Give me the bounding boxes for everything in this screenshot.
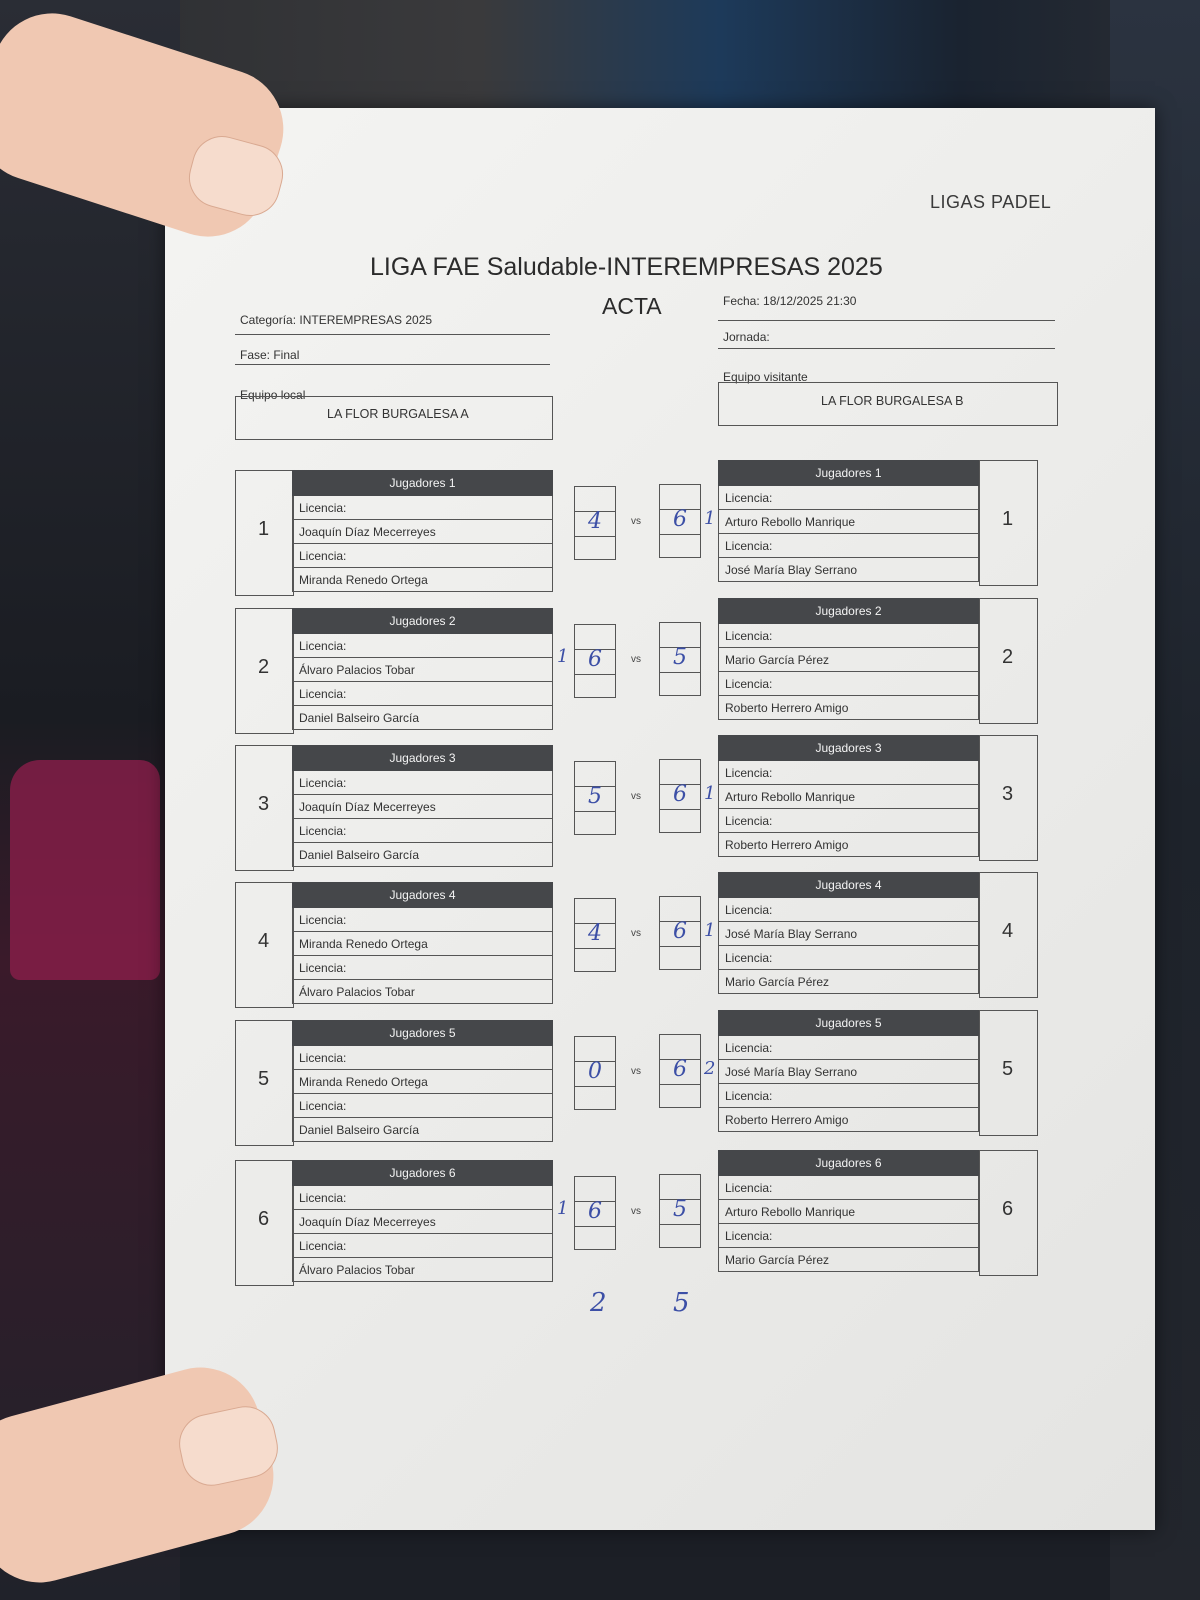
visit-score: 6 xyxy=(673,507,687,532)
local-pair-block xyxy=(235,745,553,871)
divider xyxy=(235,364,550,365)
local-score: 5 xyxy=(588,784,602,809)
local-score: 4 xyxy=(588,921,602,946)
players-header: Jugadores 5 xyxy=(718,1010,979,1036)
local-players-table xyxy=(292,882,553,1004)
player-name: Joaquín Díaz Mecerreyes xyxy=(292,795,553,819)
page-title: LIGA FAE Saludable-INTEREMPRESAS 2025 xyxy=(370,253,883,281)
local-score: 4 xyxy=(588,509,602,534)
licencia-field: Licencia: xyxy=(292,771,553,795)
fase-field: Fase: Final xyxy=(240,348,300,362)
match-number: 2 xyxy=(257,656,270,678)
visit-win-mark: 1 xyxy=(704,783,716,804)
local-win-mark: 1 xyxy=(557,1198,569,1219)
visit-score-box xyxy=(659,759,701,833)
visit-score: 5 xyxy=(673,1197,687,1222)
player-name: Álvaro Palacios Tobar xyxy=(292,980,553,1004)
equipo-visitante-name: LA FLOR BURGALESA B xyxy=(821,394,964,408)
player-name: Roberto Herrero Amigo xyxy=(718,833,979,857)
player-name: Arturo Rebollo Manrique xyxy=(718,1200,979,1224)
licencia-field: Licencia: xyxy=(292,1234,553,1258)
players-header: Jugadores 4 xyxy=(292,882,553,908)
visit-pair-block xyxy=(718,872,1036,998)
player-name: Daniel Balseiro García xyxy=(292,1118,553,1142)
acta-sheet xyxy=(165,108,1155,1530)
licencia-field: Licencia: xyxy=(292,908,553,932)
fecha-field: Fecha: 18/12/2025 21:30 xyxy=(723,294,857,308)
local-score-box xyxy=(574,898,616,972)
divider xyxy=(718,348,1055,349)
licencia-field: Licencia: xyxy=(718,624,979,648)
match-number: 3 xyxy=(1001,783,1014,805)
licencia-field: Licencia: xyxy=(718,898,979,922)
vs-label: vs xyxy=(631,928,641,939)
equipo-visitante-label: Equipo visitante xyxy=(723,370,808,384)
player-name: Álvaro Palacios Tobar xyxy=(292,658,553,682)
licencia-field: Licencia: xyxy=(292,1046,553,1070)
licencia-field: Licencia: xyxy=(292,819,553,843)
visit-players-table xyxy=(718,460,979,582)
local-score-box xyxy=(574,486,616,560)
local-score: 6 xyxy=(588,1199,602,1224)
licencia-field: Licencia: xyxy=(718,534,979,558)
local-score-box xyxy=(574,624,616,698)
licencia-field: Licencia: xyxy=(718,1084,979,1108)
divider xyxy=(235,334,550,335)
visit-win-mark: 1 xyxy=(704,508,716,529)
local-pair-block xyxy=(235,1020,553,1146)
match-number: 6 xyxy=(1001,1198,1014,1220)
licencia-field: Licencia: xyxy=(292,544,553,568)
visit-pair-block xyxy=(718,735,1036,861)
player-name: Mario García Pérez xyxy=(718,1248,979,1272)
local-players-table xyxy=(292,470,553,592)
licencia-field: Licencia: xyxy=(292,496,553,520)
match-number: 5 xyxy=(257,1068,270,1090)
players-header: Jugadores 6 xyxy=(718,1150,979,1176)
players-header: Jugadores 3 xyxy=(292,745,553,771)
brand-label: LIGAS PADEL xyxy=(930,192,1052,212)
match-number: 1 xyxy=(257,518,270,540)
players-header: Jugadores 1 xyxy=(292,470,553,496)
licencia-field: Licencia: xyxy=(718,1036,979,1060)
player-name: Roberto Herrero Amigo xyxy=(718,696,979,720)
visit-players-table xyxy=(718,1150,979,1272)
visit-players-table xyxy=(718,598,979,720)
player-name: José María Blay Serrano xyxy=(718,558,979,582)
player-name: Miranda Renedo Ortega xyxy=(292,568,553,592)
player-name: Joaquín Díaz Mecerreyes xyxy=(292,1210,553,1234)
players-header: Jugadores 2 xyxy=(718,598,979,624)
player-name: Mario García Pérez xyxy=(718,970,979,994)
player-name: Arturo Rebollo Manrique xyxy=(718,785,979,809)
total-visitante: 5 xyxy=(673,1288,690,1318)
local-players-table xyxy=(292,1160,553,1282)
visit-score-box xyxy=(659,896,701,970)
vs-label: vs xyxy=(631,654,641,665)
licencia-field: Licencia: xyxy=(718,761,979,785)
visit-players-table xyxy=(718,1010,979,1132)
visit-score: 6 xyxy=(673,1057,687,1082)
vs-label: vs xyxy=(631,791,641,802)
player-name: Arturo Rebollo Manrique xyxy=(718,510,979,534)
divider xyxy=(718,320,1055,321)
total-local: 2 xyxy=(590,1288,607,1318)
equipo-local-name: LA FLOR BURGALESA A xyxy=(327,407,469,421)
visit-score-box xyxy=(659,1174,701,1248)
licencia-field: Licencia: xyxy=(718,1224,979,1248)
player-name: Daniel Balseiro García xyxy=(292,843,553,867)
local-score: 0 xyxy=(588,1059,602,1084)
local-pair-block xyxy=(235,882,553,1008)
licencia-field: Licencia: xyxy=(718,672,979,696)
vs-label: vs xyxy=(631,1206,641,1217)
visit-win-mark: 2 xyxy=(704,1058,716,1079)
jornada-field: Jornada: xyxy=(723,330,770,344)
players-header: Jugadores 1 xyxy=(718,460,979,486)
local-score-box xyxy=(574,1036,616,1110)
player-name: Roberto Herrero Amigo xyxy=(718,1108,979,1132)
licencia-field: Licencia: xyxy=(718,486,979,510)
players-header: Jugadores 5 xyxy=(292,1020,553,1046)
categoria-field: Categoría: INTEREMPRESAS 2025 xyxy=(240,313,433,327)
vs-label: vs xyxy=(631,516,641,527)
players-header: Jugadores 6 xyxy=(292,1160,553,1186)
match-number: 3 xyxy=(257,793,270,815)
local-win-mark: 1 xyxy=(557,646,569,667)
licencia-field: Licencia: xyxy=(292,956,553,980)
players-header: Jugadores 3 xyxy=(718,735,979,761)
visit-pair-block xyxy=(718,460,1036,586)
local-players-table xyxy=(292,1020,553,1142)
local-score-box xyxy=(574,1176,616,1250)
vs-label: vs xyxy=(631,1066,641,1077)
local-score-box xyxy=(574,761,616,835)
visit-score-box xyxy=(659,622,701,696)
local-pair-block xyxy=(235,608,553,734)
visit-win-mark: 1 xyxy=(704,920,716,941)
player-name: José María Blay Serrano xyxy=(718,1060,979,1084)
local-players-table xyxy=(292,608,553,730)
visit-pair-block xyxy=(718,1150,1036,1276)
licencia-field: Licencia: xyxy=(292,1186,553,1210)
match-number: 4 xyxy=(257,930,270,952)
visit-players-table xyxy=(718,735,979,857)
local-pair-block xyxy=(235,1160,553,1286)
match-number: 4 xyxy=(1001,920,1014,942)
player-name: Mario García Pérez xyxy=(718,648,979,672)
licencia-field: Licencia: xyxy=(718,946,979,970)
equipo-local-label: Equipo local xyxy=(240,388,306,402)
visit-pair-block xyxy=(718,1010,1036,1136)
licencia-field: Licencia: xyxy=(292,1094,553,1118)
licencia-field: Licencia: xyxy=(292,682,553,706)
player-name: José María Blay Serrano xyxy=(718,922,979,946)
licencia-field: Licencia: xyxy=(292,634,553,658)
player-name: Álvaro Palacios Tobar xyxy=(292,1258,553,1282)
match-number: 5 xyxy=(1001,1058,1014,1080)
visit-score: 6 xyxy=(673,782,687,807)
local-pair-block xyxy=(235,470,553,596)
players-header: Jugadores 2 xyxy=(292,608,553,634)
match-number: 6 xyxy=(257,1208,270,1230)
player-name: Miranda Renedo Ortega xyxy=(292,1070,553,1094)
match-number: 1 xyxy=(1001,508,1014,530)
local-players-table xyxy=(292,745,553,867)
visit-score-box xyxy=(659,1034,701,1108)
player-name: Daniel Balseiro García xyxy=(292,706,553,730)
licencia-field: Licencia: xyxy=(718,809,979,833)
player-name: Miranda Renedo Ortega xyxy=(292,932,553,956)
players-header: Jugadores 4 xyxy=(718,872,979,898)
background-bag xyxy=(10,760,160,980)
local-score: 6 xyxy=(588,647,602,672)
visit-score: 6 xyxy=(673,919,687,944)
visit-score: 5 xyxy=(673,645,687,670)
visit-pair-block xyxy=(718,598,1036,724)
player-name: Joaquín Díaz Mecerreyes xyxy=(292,520,553,544)
page-subtitle: ACTA xyxy=(602,293,662,319)
visit-score-box xyxy=(659,484,701,558)
licencia-field: Licencia: xyxy=(718,1176,979,1200)
visit-players-table xyxy=(718,872,979,994)
match-number: 2 xyxy=(1001,646,1014,668)
